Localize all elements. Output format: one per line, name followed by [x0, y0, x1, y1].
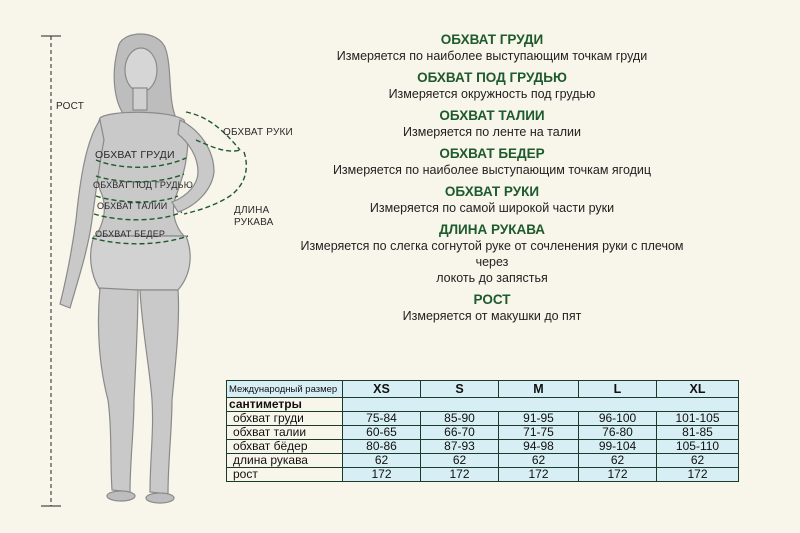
label-sleeve-length-2: РУКАВА	[234, 217, 274, 228]
size-table	[226, 380, 739, 482]
table-cell: 62	[499, 454, 579, 468]
desc-underbust	[300, 70, 684, 102]
table-row	[227, 412, 739, 426]
size-s: S	[421, 381, 499, 398]
table-cell: 172	[657, 468, 739, 482]
label-underbust: ОБХВАТ ПОД ГРУДЬЮ	[93, 180, 194, 190]
row-label: обхват талии	[227, 426, 343, 440]
unit-row-fill	[343, 398, 739, 412]
desc-text: Измеряется по наиболее выступающим точкам груди	[336, 49, 648, 63]
desc-text: Измеряется от макушки до пят	[402, 309, 582, 323]
table-cell: 81-85	[657, 426, 739, 440]
desc-text: Измеряется по ленте на талии	[403, 125, 581, 139]
table-row	[227, 440, 739, 454]
table-cell: 85-90	[421, 412, 499, 426]
table-cell: 96-100	[579, 412, 657, 426]
table-cell: 172	[579, 468, 657, 482]
desc-arm	[300, 184, 684, 216]
label-sleeve-length-1: ДЛИНА	[234, 205, 270, 216]
table-cell: 71-75	[499, 426, 579, 440]
desc-title: ОБХВАТ ТАЛИИ	[439, 108, 545, 123]
label-hips: ОБХВАТ БЕДЕР	[95, 229, 166, 239]
desc-title: ОБХВАТ ПОД ГРУДЬЮ	[417, 70, 567, 85]
international-size-label: Международный размер	[227, 381, 343, 398]
table-cell: 75-84	[343, 412, 421, 426]
table-cell: 99-104	[579, 440, 657, 454]
table-cell: 62	[421, 454, 499, 468]
row-label: рост	[227, 468, 343, 482]
desc-text: Измеряется по самой широкой части руки	[369, 201, 615, 215]
table-cell: 76-80	[579, 426, 657, 440]
table-row	[227, 454, 739, 468]
table-cell: 60-65	[343, 426, 421, 440]
desc-chest	[300, 32, 684, 64]
table-cell: 91-95	[499, 412, 579, 426]
table-cell: 62	[579, 454, 657, 468]
table-cell: 172	[343, 468, 421, 482]
table-cell: 94-98	[499, 440, 579, 454]
label-arm: ОБХВАТ РУКИ	[223, 127, 293, 138]
unit-label: сантиметры	[227, 398, 343, 412]
desc-text: Измеряется по наиболее выступающим точкам ягодиц	[332, 163, 652, 177]
desc-waist	[300, 108, 684, 140]
desc-title: ОБХВАТ БЕДЕР	[439, 146, 545, 161]
row-label: обхват бёдер	[227, 440, 343, 454]
table-cell: 172	[499, 468, 579, 482]
desc-title: ДЛИНА РУКАВА	[438, 222, 546, 237]
table-cell: 101-105	[657, 412, 739, 426]
measurement-descriptions	[300, 32, 684, 330]
table-cell: 62	[343, 454, 421, 468]
table-cell: 105-110	[657, 440, 739, 454]
desc-height	[300, 292, 684, 324]
desc-text: Измеряется окружность под грудью	[388, 87, 596, 101]
table-row	[227, 468, 739, 482]
label-height: РОСТ	[56, 101, 85, 112]
table-row	[227, 426, 739, 440]
size-xl: XL	[657, 381, 739, 398]
size-table-container	[226, 380, 739, 482]
desc-sleeve-length	[300, 222, 684, 286]
table-cell: 66-70	[421, 426, 499, 440]
desc-text: Измеряется по слегка согнутой руке от сочленения руки с плечом через	[300, 239, 684, 269]
label-chest: ОБХВАТ ГРУДИ	[95, 149, 175, 161]
table-cell: 87-93	[421, 440, 499, 454]
unit-row	[227, 398, 739, 412]
row-label: обхват груди	[227, 412, 343, 426]
label-waist: ОБХВАТ ТАЛИИ	[97, 201, 168, 211]
table-cell: 62	[657, 454, 739, 468]
size-xs: XS	[343, 381, 421, 398]
table-cell: 80-86	[343, 440, 421, 454]
desc-title: РОСТ	[473, 292, 511, 307]
size-header-row	[227, 381, 739, 398]
desc-title: ОБХВАТ РУКИ	[444, 184, 540, 199]
desc-hips	[300, 146, 684, 178]
row-label: длина рукава	[227, 454, 343, 468]
desc-text-line-2: локоть до запястья	[436, 271, 548, 285]
desc-title: ОБХВАТ ГРУДИ	[440, 32, 544, 47]
size-l: L	[579, 381, 657, 398]
table-cell: 172	[421, 468, 499, 482]
size-m: M	[499, 381, 579, 398]
